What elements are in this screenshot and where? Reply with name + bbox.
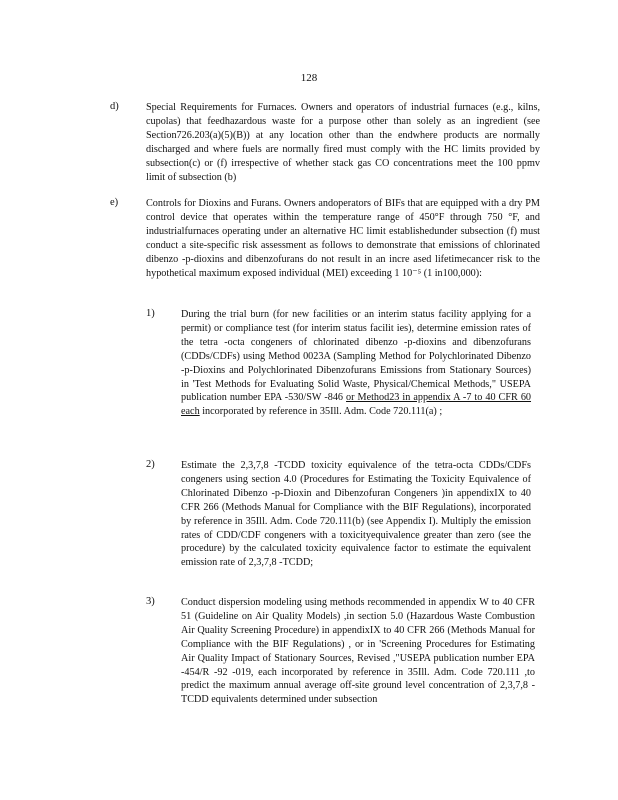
item-1-body <box>181 308 531 419</box>
item-1-underlined: or Method23 in appendix A -7 to 40 CFR 60 each <box>181 392 532 418</box>
page-number: 128 <box>300 72 318 84</box>
item-d-label: d) <box>110 101 119 112</box>
item-e-text <box>146 197 540 280</box>
item-2-body: Estimate the 2,3,7,8 -TCDD toxicity equivalence of the tetra-octa CDDs/CDFs congeners using section 4.0 (Procedures for Estimating the Toxicity Equivalence of Chlorinated Dibenzo -p-Dioxin and Dibenzofuran Congeners )in appendixIX to 40 CFR 266 (Methods Manual for Compliance with the BIF Regulations), incorporated by reference in 35Ill. Adm. Code 720.111(b) (see Appendix I). Multiply the emission rates of CDD/CDF congeners with a toxicityequivalence greater than zero (see the procedure) by the calculated toxicity equivalence factor to estimate the equivalent emission rate of 2,3,7,8 -TCDD; <box>181 460 531 569</box>
item-3-body: Conduct dispersion modeling using methods recommended in appendix W to 40 CFR 51 (Guideline on Air Quality Models) ,in section 5.0 (Hazardous Waste Combustion Air Quality Screening Procedure) in appendixIX to 40 CFR 266 (Methods Manual for Compliance with the BIF Regulations) , or in 'Screening Procedures for Estimating Air Quality Impact of Stationary Sources, Revised ,"USEPA publication number EPA -454/R -92 -019, each incorporated by reference in 35Ill. Adm. Code 720.111 ,to predict the maximum annual average off-site ground level concentration of 2,3,7,8 -TCDD equivalents determined under subsection <box>181 597 535 706</box>
item-3-label: 3) <box>146 596 155 607</box>
item-3-text <box>181 596 535 707</box>
item-d-body: Special Requirements for Furnaces. Owners and operators of industrial furnaces (e.g., kilns, cupolas) that feedhazardous waste for a purpose other than solely as an ingredient (see Section726.203(a)(5)(B)) at any location other than the endwhere products are normally discharged and where fuels are normally fired must comply with the HC limits provided by subsection(c) or (f) irrespective of whether stack gas CO concentrations meet the 100 ppmv limit of subsection (b) <box>146 102 540 183</box>
item-1-main: During the trial burn (for new facilities or an interim status facility applying for a permit) or compliance test (for interim status facilit ies), determine emission rates of the tetra -octa congeners of chlorinated dibenzo -p-dioxins and dibenzofurans (CDDs/CDFs) using Method 0023A (Sampling Method for Polychlorinated Dibenzo -p-Dioxins and Polychlorinated Dibenzofurans Emissions from Stationary Sources) in 'Test Methods for Evaluating Solid Waste, Physical/Chemical Methods," USEPA publication number EPA -530/SW -846 <box>181 309 531 404</box>
item-e-label: e) <box>110 197 119 208</box>
item-d-text <box>146 101 540 184</box>
item-1-label: 1) <box>146 308 155 319</box>
item-1-text <box>181 308 531 419</box>
item-e-body: Controls for Dioxins and Furans. Owners andoperators of BIFs that are equipped with a dry PM control device that operates within the temperature range of 450°F through 750 °F, and industrialfurnaces operating under an alternative HC limit establishedunder subsection (f) must conduct a site-specific risk assessment as follows to demonstrate that emissions of chlorinated dibenzo -p-dioxins and dibenzofurans do not result in an incre ased lifetimecancer risk to the hypothetical maximum exposed individual (MEI) exceeding 1 10⁻⁵ (1 in100,000): <box>146 198 540 279</box>
item-2-text <box>181 459 531 570</box>
item-2-label: 2) <box>146 459 155 470</box>
item-1-tail: incorporated by reference in 35Ill. Adm. Code 720.111(a) ; <box>202 406 443 418</box>
